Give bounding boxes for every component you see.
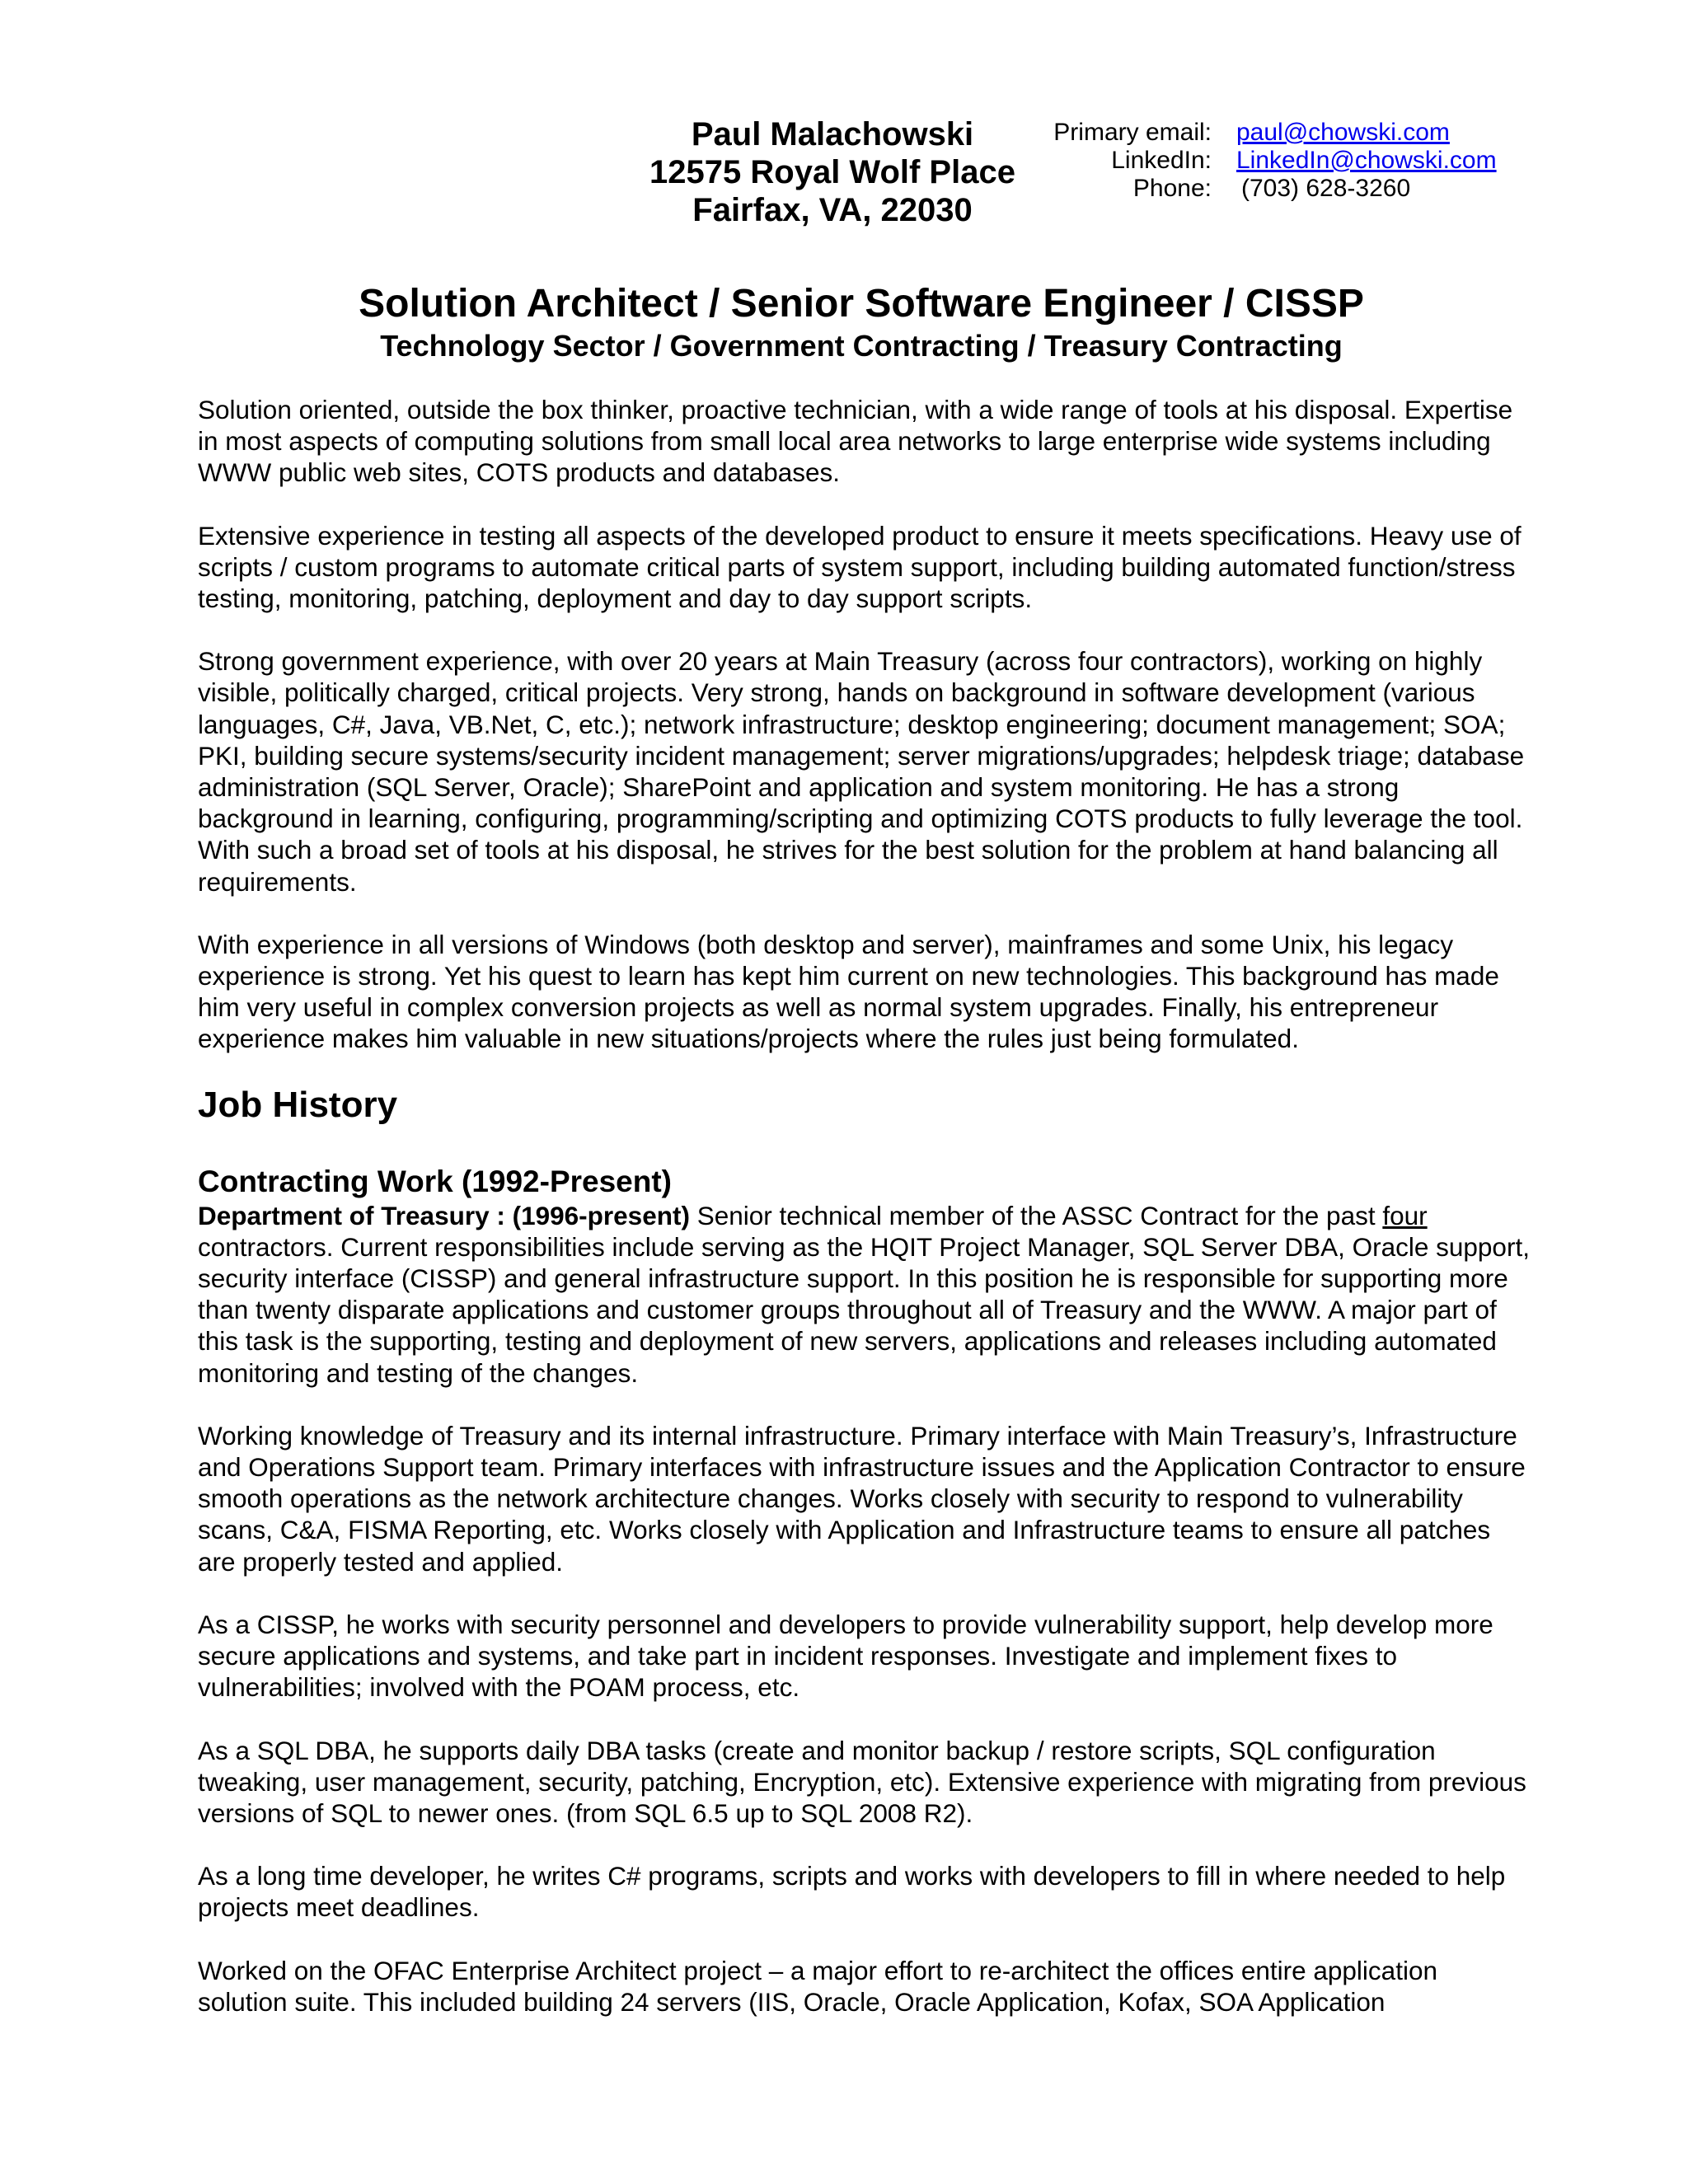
summary-paragraph-3: Strong government experience, with over 20 years at Main Treasury (across four contractors), working on highly visible, politically charged, critical projects. Very strong, hands on background in software development (various languages, C#, Java, VB.Net, C, etc.); network infrastructure; desktop engineering; document management; SOA; PKI, building secure systems/security incident management; server migrations/upgrades; helpdesk triage; database administration (SQL Server, Oracle); SharePoint and application and system monitoring. He has a strong background in learning, configuring, programming/scripting and optimizing COTS products to fully leverage the tool. With such a broad set of tools at his disposal, he strives for the best solution for the problem at hand balancing all requirements. [198,646,1525,897]
contact-row-linkedin [1022,147,1648,175]
treasury-paragraph-3: As a CISSP, he works with security personnel and developers to provide vulnerability support, help develop more secure applications and systems, and take part in incident responses. Investigate and implement fixes to vulnerabilities; involved with the POAM process, etc. [198,1609,1493,1703]
phone-value: (703) 628-3260 [1241,175,1411,202]
resume-title: Solution Architect / Senior Software Engineer / CISSP [359,282,1364,326]
treasury-paragraph-6: Worked on the OFAC Enterprise Architect project – a major effort to re-architect the offices entire application solution suite. This included building 24 servers (IIS, Oracle, Oracle Application, Kofax, SOA Application [198,1955,1437,2017]
resume-subtitle: Technology Sector / Government Contracting / Treasury Contracting [380,329,1343,363]
contact-row-email [1022,119,1648,147]
job-history-heading: Job History [198,1084,398,1125]
treasury-entry-text-after: contractors. Current responsibilities include serving as the HQIT Project Manager, SQL Server DBA, Oracle support, security interface (CISSP) and general infrastructure support. In this position he is responsible for supporting more than twenty disparate applications and customer groups throughout all of Treasury and the WWW. A major part of this task is the supporting, testing and deployment of new servers, applications and releases including automated monitoring and testing of the changes. [198,1231,1530,1388]
treasury-paragraph-4: As a SQL DBA, he supports daily DBA tasks (create and monitor backup / restore scripts, SQL configuration tweaking, user management, security, patching, Encryption, etc). Extensive experience with migrating from previous versions of SQL to newer ones. (from SQL 6.5 up to SQL 2008 R2). [198,1735,1526,1828]
summary-paragraph-2: Extensive experience in testing all aspects of the developed product to ensure it meets specifications. Heavy use of scripts / custom programs to automate critical parts of system support, including building automated function/stress testing, monitoring, patching, deployment and day to day support scripts. [198,520,1522,614]
phone-label: Phone: [1132,175,1212,202]
email-label: Primary email: [1053,119,1212,146]
candidate-name: Paul Malachowski [691,116,974,152]
title-block [198,280,1525,364]
email-link[interactable]: paul@chowski.com [1236,119,1450,146]
treasury-entry-paragraph [198,1200,1533,1389]
resume-body [198,394,1533,2049]
summary-paragraph-4: With experience in all versions of Windows (both desktop and server), mainframes and some Unix, his legacy experience is strong. Yet his quest to learn has kept him current on new technologies. This background has made him very useful in complex conversion projects as well as normal system upgrades. Finally, his entrepreneur experience makes him valuable in new situations/projects where the rules just being formulated. [198,929,1499,1054]
contact-block [1022,119,1648,203]
treasury-entry-label: Department of Treasury : (1996-present) [198,1200,690,1230]
treasury-entry-underlined: four [1382,1200,1428,1230]
treasury-entry-text-before: Senior technical member of the ASSC Contract for the past [689,1200,1383,1230]
linkedin-link[interactable]: LinkedIn@chowski.com [1236,147,1497,174]
treasury-paragraph-5: As a long time developer, he writes C# programs, scripts and works with developers to fill in where needed to help projects meet deadlines. [198,1861,1506,1923]
header-name-address [626,115,1039,229]
linkedin-label: LinkedIn: [1111,147,1212,174]
treasury-paragraph-2: Working knowledge of Treasury and its internal infrastructure. Primary interface with Main Treasury’s, Infrastructure and Operations Support team. Primary interfaces with infrastructure issues and the Application Contractor to ensure smooth operations as the network architecture changes. Works closely with security to respond to vulnerability scans, C&A, FISMA Reporting, etc. Works closely with Application and Infrastructure teams to ensure all patches are properly tested and applied. [198,1420,1526,1577]
contracting-work-heading: Contracting Work (1992-Present) [198,1164,672,1198]
address-line-1: 12575 Royal Wolf Place [649,154,1015,190]
contact-row-phone [1022,175,1648,203]
address-line-2: Fairfax, VA, 22030 [692,192,973,228]
summary-paragraph-1: Solution oriented, outside the box thinker, proactive technician, with a wide range of tools at his disposal. Expertise in most aspects of computing solutions from small local area networks to large enterprise wide systems including WWW public web sites, COTS products and databases. [198,395,1513,488]
